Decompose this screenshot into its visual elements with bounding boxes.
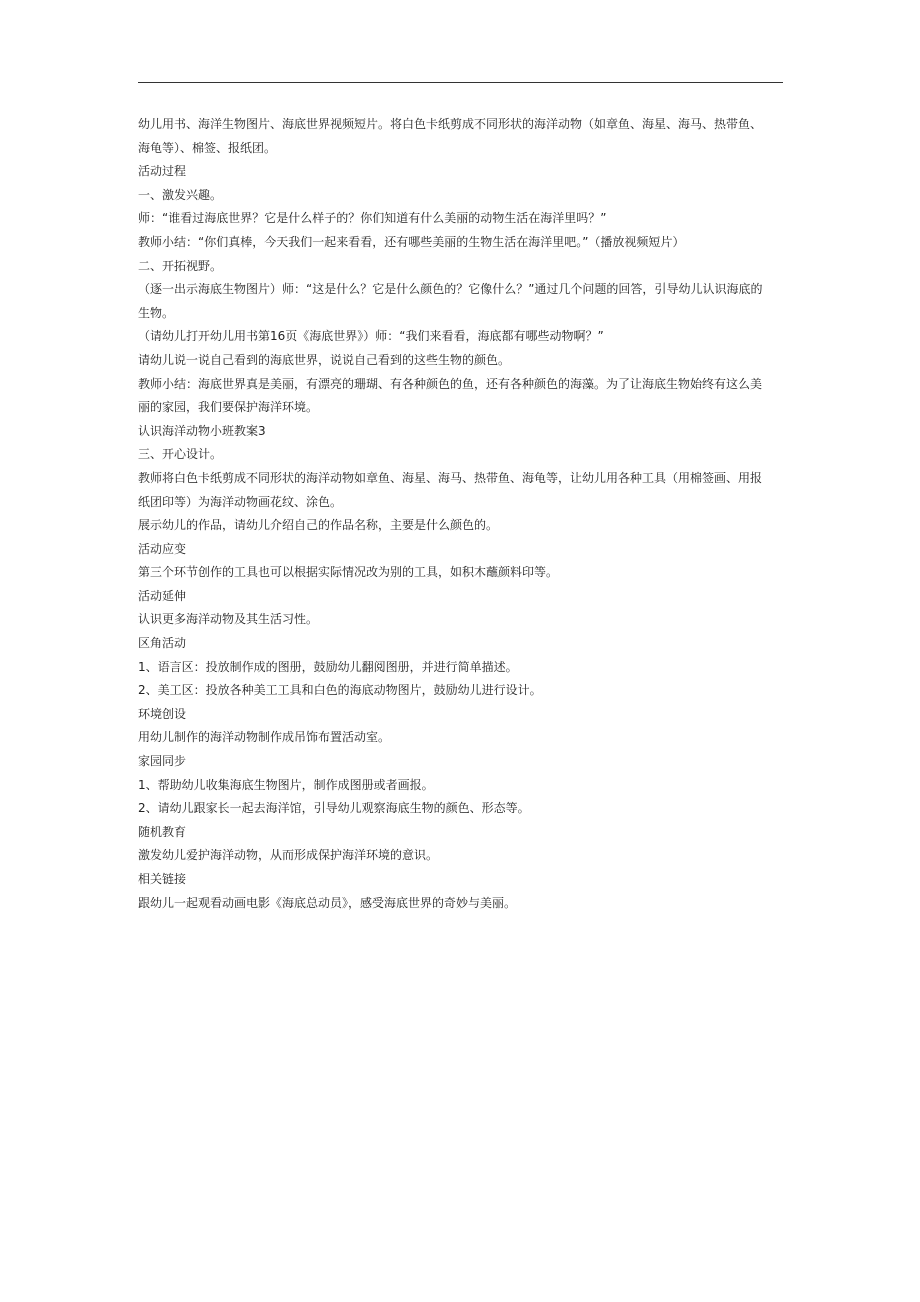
section-heading: 相关链接 bbox=[138, 872, 187, 886]
text-line: 教师小结：海底世界真是美丽，有漂亮的珊瑚、有各种颜色的鱼，还有各种颜色的海藻。为了让海底生物始终有这么美 bbox=[138, 376, 763, 391]
text-line: 纸团印等）为海洋动物画花纹、涂色。 bbox=[138, 494, 343, 509]
section-heading: 活动应变 bbox=[138, 541, 187, 556]
text-line: 激发幼儿爱护海洋动物，从而形成保护海洋环境的意识。 bbox=[138, 848, 439, 863]
text-line: 展示幼儿的作品，请幼儿介绍自己的作品名称，主要是什么颜色的。 bbox=[138, 518, 499, 533]
document-title: 认识海洋动物小班教案3 bbox=[138, 423, 266, 438]
text-line: 教师小结：“你们真棒，今天我们一起来看看，还有哪些美丽的生物生活在海洋里吧。”（播放视频短片） bbox=[138, 234, 685, 249]
text-line: 师：“谁看过海底世界？它是什么样子的？你们知道有什么美丽的动物生活在海洋里吗？” bbox=[138, 211, 607, 226]
text-line: 幼儿用书、海洋生物图片、海底世界视频短片。将白色卡纸剪成不同形状的海洋动物（如章鱼、海星、海马、热带鱼、 bbox=[138, 117, 763, 131]
section-heading: 区角活动 bbox=[138, 636, 187, 651]
text-line: （请幼儿打开幼儿用书第16页《海底世界》）师：“我们来看看，海底都有哪些动物啊？” bbox=[138, 329, 604, 344]
section-heading: 环境创设 bbox=[138, 706, 187, 721]
step-heading: 三、开心设计。 bbox=[138, 447, 223, 462]
text-line: 第三个环节创作的工具也可以根据实际情况改为别的工具，如积木蘸颜料印等。 bbox=[138, 565, 559, 580]
text-line: （逐一出示海底生物图片）师：“这是什么？它是什么颜色的？它像什么？”通过几个问题的回答，引导幼儿认识海底的 bbox=[138, 282, 763, 297]
list-item: 1、帮助幼儿收集海底生物图片，制作成图册或者画报。 bbox=[138, 777, 434, 792]
step-heading: 一、激发兴趣。 bbox=[138, 187, 223, 202]
section-heading: 活动延伸 bbox=[138, 588, 187, 603]
section-heading: 活动过程 bbox=[138, 164, 187, 179]
text-line: 认识更多海洋动物及其生活习性。 bbox=[138, 612, 319, 627]
section-heading: 随机教育 bbox=[138, 824, 187, 839]
text-line: 跟幼儿一起观看动画电影《海底总动员》，感受海底世界的奇妙与美丽。 bbox=[138, 895, 517, 910]
header-rule bbox=[138, 82, 783, 83]
list-item: 2、美工区：投放各种美工工具和白色的海底动物图片，鼓励幼儿进行设计。 bbox=[138, 683, 542, 698]
list-item: 2、请幼儿跟家长一起去海洋馆，引导幼儿观察海底生物的颜色、形态等。 bbox=[138, 801, 530, 816]
text-line: 生物。 bbox=[138, 305, 175, 320]
text-line: 丽的家园，我们要保护海洋环境。 bbox=[138, 400, 319, 415]
document-body bbox=[138, 113, 788, 915]
section-heading: 家园同步 bbox=[138, 754, 187, 769]
text-line: 用幼儿制作的海洋动物制作成吊饰布置活动室。 bbox=[138, 730, 391, 745]
text-line: 请幼儿说一说自己看到的海底世界，说说自己看到的这些生物的颜色。 bbox=[138, 352, 511, 367]
text-line: 海龟等）、棉签、报纸团。 bbox=[138, 140, 277, 155]
step-heading: 二、开拓视野。 bbox=[138, 258, 223, 273]
list-item: 1、语言区：投放制作成的图册，鼓励幼儿翻阅图册，并进行简单描述。 bbox=[138, 659, 518, 674]
text-line: 教师将白色卡纸剪成不同形状的海洋动物如章鱼、海星、海马、热带鱼、海龟等，让幼儿用各种工具（用棉签画、用报 bbox=[138, 470, 763, 485]
